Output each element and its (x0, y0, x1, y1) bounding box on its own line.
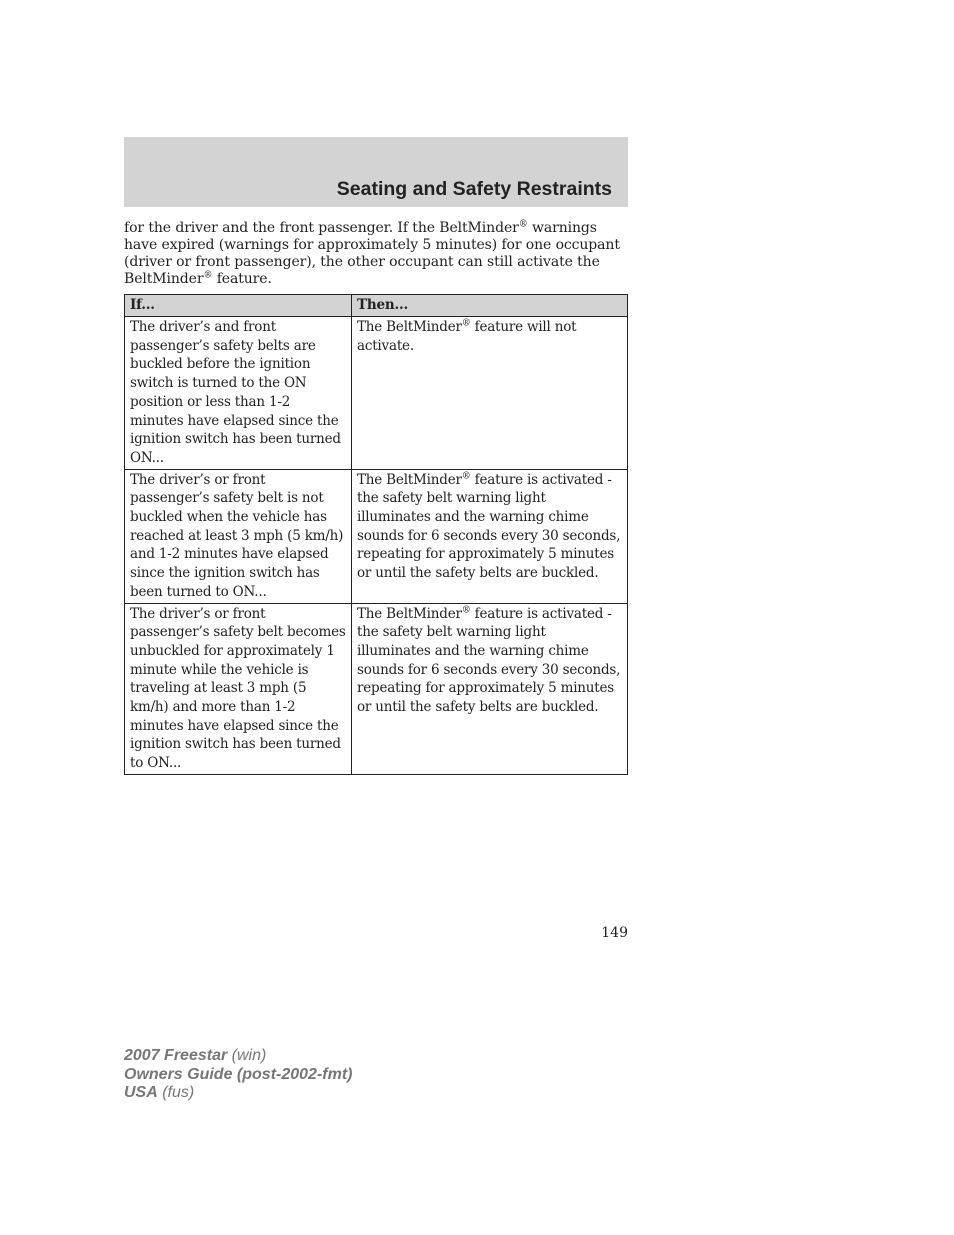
footer-guide: Owners Guide (post-2002-fmt) (124, 1065, 353, 1083)
registered-mark: ® (518, 219, 528, 230)
then-text-post: feature will not activate. (357, 319, 577, 354)
table-row (125, 603, 628, 774)
registered-mark: ® (461, 471, 471, 482)
then-cell (352, 317, 628, 470)
then-cell (352, 603, 628, 774)
table-row (125, 317, 628, 470)
registered-mark: ® (461, 605, 471, 616)
column-header-if: If... (125, 295, 352, 317)
footer-line-market (124, 1084, 352, 1103)
beltminder-table (124, 294, 628, 775)
if-cell: The driver’s and front passenger’s safety belts are buckled before the ignition switch is turned to the ON position or less than 1-2 minutes have elapsed since the ignition switch has been turned ON... (125, 317, 352, 470)
column-header-then: Then... (352, 295, 628, 317)
section-header-band (124, 137, 628, 207)
if-cell: The driver’s or front passenger’s safety belt is not buckled when the vehicle has reached at least 3 mph (5 km/h) and 1-2 minutes have elapsed since the ignition switch has been turned to ON... (125, 469, 352, 603)
then-text-pre: The BeltMinder (357, 319, 462, 335)
footer-line-model (124, 1047, 352, 1066)
footer-market: USA (124, 1084, 158, 1101)
then-text-post: feature is activated - the safety belt warning light illuminates and the warning chime sounds for 6 seconds every 30 seconds, repeating for approximately 5 minutes or until the safety belts are buckled. (357, 471, 621, 582)
footer-market-code: (fus) (157, 1084, 195, 1101)
then-cell (352, 469, 628, 603)
registered-mark: ® (461, 318, 471, 329)
document-footer (124, 1047, 352, 1103)
intro-text-3: feature. (212, 271, 272, 287)
page-number: 149 (601, 925, 628, 941)
table-header-row (125, 295, 628, 317)
intro-text-2: warnings have expired (warnings for approximately 5 minutes) for one occupant (driver or front passenger), the other occupant can still activate the BeltMinder (124, 220, 620, 287)
footer-model-code: (win) (227, 1047, 267, 1064)
then-text-pre: The BeltMinder (357, 471, 462, 488)
if-cell: The driver’s or front passenger’s safety belt becomes unbuckled for approximately 1 minute while the vehicle is traveling at least 3 mph (5 km/h) and more than 1-2 minutes have elapsed since the ignition switch has been turned to ON... (125, 603, 352, 774)
footer-model: 2007 Freestar (124, 1047, 228, 1064)
intro-text-1: for the driver and the front passenger. If the BeltMinder (124, 220, 519, 236)
section-title: Seating and Safety Restraints (336, 178, 612, 200)
then-text-pre: The BeltMinder (357, 605, 462, 622)
intro-paragraph (124, 220, 628, 288)
registered-mark: ® (203, 270, 213, 281)
table-row (125, 469, 628, 603)
then-text-post: feature is activated - the safety belt warning light illuminates and the warning chime sounds for 6 seconds every 30 seconds, repeating for approximately 5 minutes or until the safety belts are buckled. (357, 605, 621, 716)
